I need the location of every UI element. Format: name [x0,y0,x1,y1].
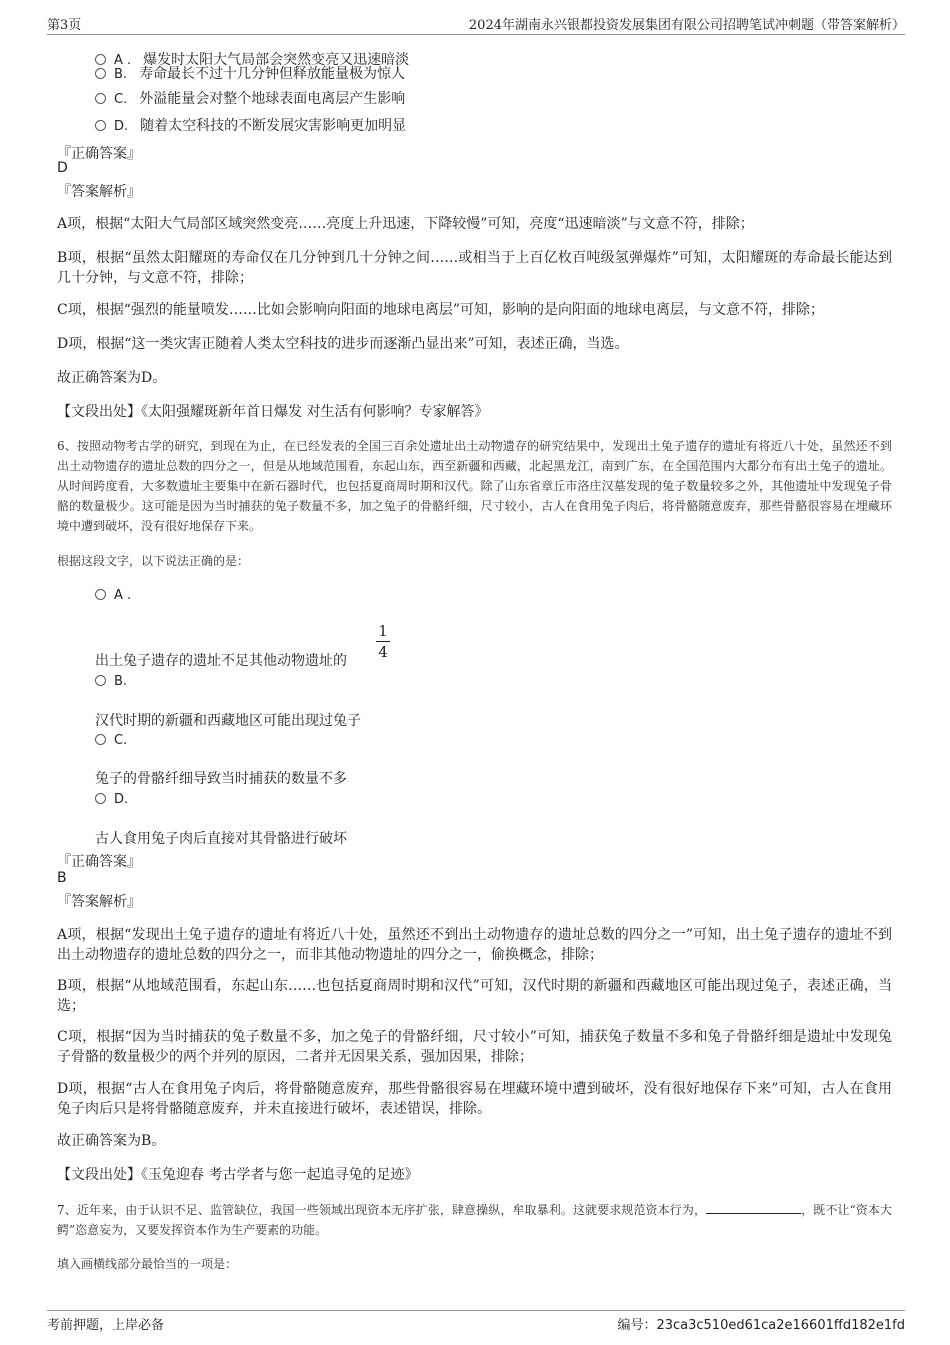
q5-answer-label: 『正确答案』 [57,146,141,162]
q6-option-d-text: 古人食用兔子肉后直接对其骨骼进行破坏 [95,831,347,847]
radio-icon[interactable] [95,793,106,804]
q5-source: 【文段出处】《太阳强耀斑新年首日爆发 对生活有何影响？专家解答》 [57,404,489,420]
radio-icon[interactable] [95,675,106,686]
document-code: 编号：23ca3c510ed61ca2e16601ffd182e1fd [617,1318,905,1333]
q6-option-d[interactable]: D. [95,791,140,807]
q6-option-c[interactable]: C. [95,732,139,748]
q5-option-a[interactable]: A . 爆发时太阳大气局部会突然变亮又迅速暗淡 [95,49,409,69]
q6-answer-label: 『正确答案』 [57,854,141,870]
q6-conclusion: 故正确答案为B。 [57,1133,166,1149]
radio-icon[interactable] [95,120,106,131]
q5-option-c[interactable]: C. 外溢能量会对整个地球表面电离层产生影响 [95,88,405,108]
q6-option-b[interactable]: B. [95,673,139,689]
q6-option-c-text: 兔子的骨骼纤细导致当时捕获的数量不多 [95,771,347,787]
q6-source: 【文段出处】《玉兔迎春 考古学者与您一起追寻兔的足迹》 [57,1167,419,1183]
q6-analysis-a: A项，根据“发现出土兔子遗存的遗址有将近八十处，虽然还不到出土动物遗存的遗址总数的四分之一”可知，出土兔子遗存的遗址不到出土动物遗存的遗址总数的四分之一，而非其他动物遗址的四分之一，偷换概念，排除； [57,927,892,963]
q6-analysis-b: B项，根据“从地域范围看，东起山东……也包括夏商周时期和汉代”可知，汉代时期的新疆和西藏地区可能出现过兔子，表述正确，当选； [57,978,892,1014]
q6-prompt: 根据这段文字，以下说法正确的是： [57,554,250,568]
q6-analysis-c: C项，根据“因为当时捕获的兔子数量不多，加之兔子的骨骼纤细，尺寸较小”可知，捕获兔子数量不多和兔子骨骼纤细是遗址中发现兔子骨骼的数量极少的两个并列的原因，二者并无因果关系，强加因果，排除； [57,1029,892,1065]
page-number: 第3页 [47,18,82,33]
q6-analysis-label: 『答案解析』 [57,894,141,910]
q7-stem: 7、近年来，由于认识不足、监管缺位，我国一些领域出现资本无序扩张，肆意操纵，牟取暴利。这就要求规范资本行为， ，既不让“资本大鳄”恣意妄为，又要发挥资本作为生产要素的功能。 [57,1203,893,1237]
fraction-one-quarter: 1 4 [376,622,390,661]
q5-answer: D [57,160,68,176]
q5-analysis-label: 『答案解析』 [57,184,141,200]
q7-prompt: 填入画横线部分最恰当的一项是： [57,1257,238,1271]
q5-analysis-c: C项，根据“强烈的能量喷发……比如会影响向阳面的地球电离层”可知，影响的是向阳面的地球电离层，与文意不符，排除； [57,302,825,318]
radio-icon[interactable] [95,734,106,745]
q6-analysis-d: D项，根据“古人在食用兔子肉后，将骨骼随意废弃，那些骨骼很容易在埋藏环境中遭到破坏，没有很好地保存下来”可知，古人在食用兔子肉后只是将骨骼随意废弃，并未直接进行破坏，表述错误，排除。 [57,1081,892,1117]
radio-icon[interactable] [95,68,106,79]
document-title: 2024年湖南永兴银都投资发展集团有限公司招聘笔试冲刺题（带答案解析） [468,18,905,33]
footer-slogan: 考前押题，上岸必备 [47,1318,165,1333]
page-footer [47,1310,905,1335]
page-header [47,12,905,35]
q5-analysis-a: A项，根据“太阳大气局部区域突然变亮……亮度上升迅速，下降较慢”可知，亮度“迅速暗淡”与文意不符，排除； [57,216,754,232]
q6-answer: B [57,870,67,886]
q6-stem: 6、按照动物考古学的研究，到现在为止，在已经发表的全国三百余处遗址出土动物遗存的研究结果中，发现出土兔子遗存的遗址有将近八十处，虽然还不到出土动物遗存的遗址总数的四分之一，但是从地域范围看，东起山东，西至新疆和西藏，北起黑龙江，南到广东，在全国范围内大都分布有出土兔子的遗址。从时间跨度看，大多数遗址主要集中在新石器时代，也包括夏商周时期和汉代。除了山东省章丘市洛庄汉墓发现的兔子数量较多之外，其他遗址中发现兔子骨骼的数量极少。这可能是因为当时捕获的兔子数量不多，加之兔子的骨骼纤细，尺寸较小，古人在食用兔子肉后，将骨骼随意废弃，那些骨骼很容易在埋藏环境中遭到破坏，没有很好地保存下来。 [57,439,892,533]
q5-analysis-d: D项，根据“这一类灾害正随着人类太空科技的进步而逐渐凸显出来”可知，表述正确，当选。 [57,336,629,352]
q5-option-b[interactable]: B. 寿命最长不过十几分钟但释放能量极为惊人 [95,63,405,83]
radio-icon[interactable] [95,93,106,104]
q5-analysis-b: B项，根据“虽然太阳耀斑的寿命仅在几分钟到几十分钟之间……或相当于上百亿枚百吨级氢弹爆炸”可知，太阳耀斑的寿命最长能达到几十分钟，与文意不符，排除； [57,250,892,286]
radio-icon[interactable] [95,589,106,600]
q5-conclusion: 故正确答案为D。 [57,370,167,386]
q6-option-a[interactable]: A . [95,587,143,603]
q6-option-a-text: 出土兔子遗存的遗址不足其他动物遗址的 [95,653,347,669]
q6-option-b-text: 汉代时期的新疆和西藏地区可能出现过兔子 [95,713,361,729]
answer-blank [706,1201,801,1214]
q5-option-d[interactable]: D. 随着太空科技的不断发展灾害影响更加明显 [95,115,406,135]
